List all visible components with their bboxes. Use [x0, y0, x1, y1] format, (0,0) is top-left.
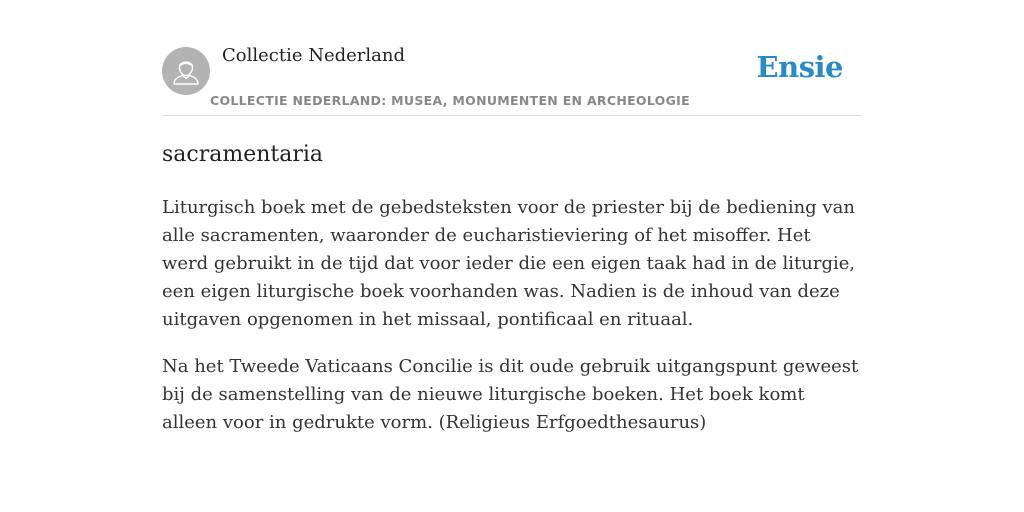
entry-definition — [162, 194, 862, 437]
source-label[interactable]: COLLECTIE NEDERLAND: MUSEA, MONUMENTEN EN ARCHEOLOGIE — [210, 93, 690, 108]
ensie-logo[interactable]: Ensie — [756, 50, 843, 84]
definition-paragraph: Na het Tweede Vaticaans Concilie is dit oude gebruik uitgangspunt geweest bij de samenstelling van de nieuwe liturgische boeken. Het boek komt alleen voor in gedrukte vorm. (Religieus Erfgoedthesaurus) — [162, 356, 859, 433]
entry-term: sacramentaria — [162, 142, 324, 167]
definition-paragraph: Liturgisch boek met de gebedsteksten voor de priester bij de bediening van alle sacramenten, waaronder de eucharistieviering of het misoffer. Het werd gebruikt in de tijd dat voor ieder die een eigen taak had in de liturgie, een eigen liturgische boek voorhanden was. Nadien is de inhoud van deze uitgaven opgenomen in het missaal, pontificaal en rituaal. — [162, 197, 856, 330]
page-container — [162, 0, 862, 437]
author-name[interactable]: Collectie Nederland — [222, 45, 406, 66]
avatar[interactable] — [162, 47, 210, 95]
user-icon — [162, 47, 210, 95]
header — [162, 0, 862, 116]
